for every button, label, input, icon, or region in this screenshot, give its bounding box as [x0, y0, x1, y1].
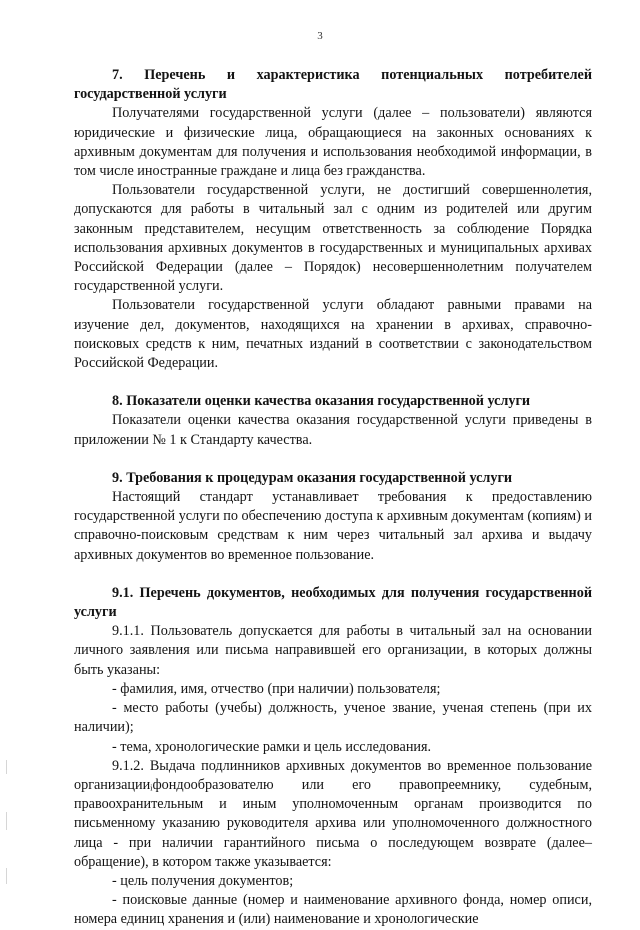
list-item: - поисковые данные (номер и наименование архивного фонда, номер описи, номера единиц хранения и (или) наименование и хронологические [74, 892, 592, 928]
paragraph: Настоящий стандарт устанавливает требования к предоставлению государственной услуги по обеспечению доступа к архивным документам (копиям) и справочно-поисковым средствам к ним через читальный зал архива и выдачу архивных документов во временное пользование. [74, 489, 592, 563]
paragraph: Пользователи государственной услуги обладают равными правами на изучение дел, документов, находящихся на хранении в архивах, справочно-поисковых средств к ним, печатных изданий в соответствии с законодательством Российской Федерации. [74, 297, 592, 372]
list-item: - место работы (учебы) должность, ученое звание, ученая степень (при их наличии); [74, 700, 592, 736]
list-item: - цель получения документов; [112, 872, 294, 889]
margin-mark [6, 868, 7, 884]
document-body [74, 66, 592, 930]
paragraph: Показатели оценки качества оказания государственной услуги приведены в приложении № 1 к Стандарту качества. [74, 412, 592, 448]
paragraph: Получателями государственной услуги (далее – пользователи) являются юридические и физические лица, обращающиеся на законных основаниях к архивным документам для получения и использования необходимой информации, в том числе иностранные граждане и лица без гражданства. [74, 105, 592, 180]
paragraph: 9.1.2. Выдача подлинников архивных документов во временное пользование организацииᵢфондообразователю или его правопреемнику, судебным, правоохранительным и иным уполномоченным органам производится по письменному указанию руководителя архива или уполномоченного должностного лица - при наличии гарантийного письма о последующем возврате (далее–обращение), в котором также указывается: [74, 757, 592, 870]
section-8-heading: 8. Показатели оценки качества оказания государственной услуги [112, 393, 531, 410]
paragraph: Пользователи государственной услуги, не достигший совершеннолетия, допускаются для работы в читальный зал с одним из родителей или другим законным представителем, несущим ответственность за соблюдение Порядка использования архивных документов в государственных и муниципальных архивах Российской Федерации (далее – Порядок) несовершеннолетним получателем государственной услуги. [74, 182, 592, 295]
list-item: - тема, хронологические рамки и цель исследования. [112, 738, 432, 755]
margin-mark [6, 760, 7, 774]
section-7-heading: 7. Перечень и характеристика потенциальных потребителей государственной услуги [74, 67, 592, 103]
section-9-1-heading: 9.1. Перечень документов, необходимых для получения государственной услуги [74, 584, 592, 621]
page-number: 3 [317, 30, 323, 42]
section-9-heading: 9. Требования к процедурам оказания государственной услуги [112, 469, 513, 486]
paragraph: 9.1.1. Пользователь допускается для работы в читальный зал на основании личного заявления или письма направившей его организации, в которых должны быть указаны: [74, 623, 592, 678]
list-item: - фамилия, имя, отчество (при наличии) пользователя; [112, 680, 441, 697]
margin-mark [6, 812, 7, 830]
